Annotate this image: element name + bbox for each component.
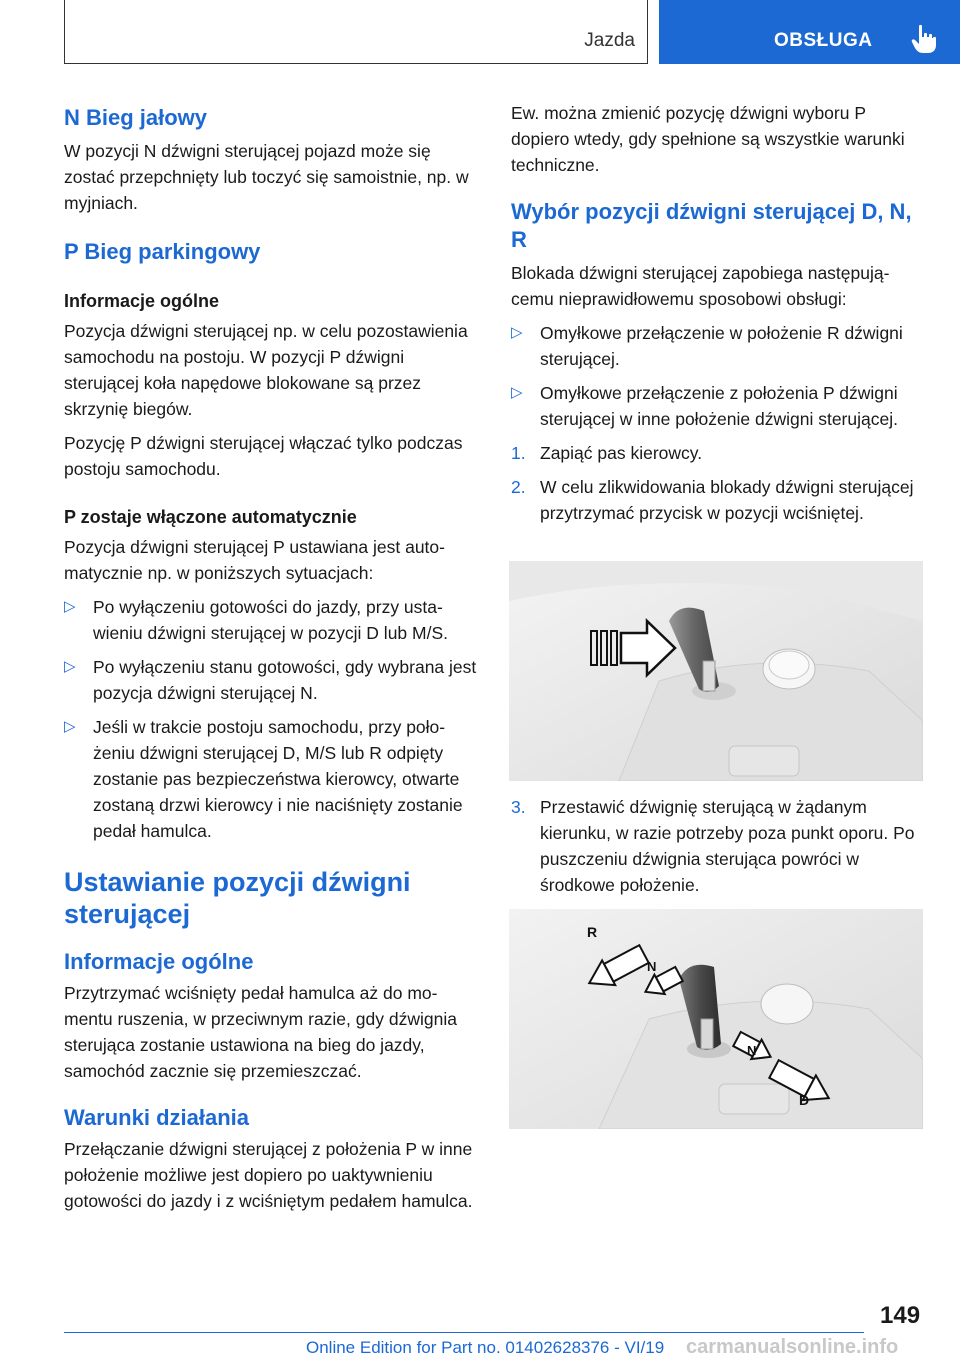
paragraph-info-1: Pozycja dźwigni sterującej np. w celu pozostawienia samochodu na postoju. W pozycji P dźwigni sterującej koła napędowe blokowane są przez skrzynię biegów. [64,321,468,419]
triangle-bullet-icon: ▷ [64,718,76,735]
paragraph-n: W pozycji N dźwigni sterującej pojazd może się zostać przepchnięty lub toczyć się samoistnie, np. w myjniach. [64,141,469,213]
list-item: ▷ Po wyłączeniu gotowości do jazdy, przy ustawieniu dźwigni sterującej w pozycji D lub M/S. [64,594,478,646]
gear-lever-button-illustration [509,561,923,781]
triangle-bullet-icon: ▷ [64,598,76,615]
paragraph-info-2: Pozycję P dźwigni sterującej włączać tylko podczas postoju samochodu. [64,433,463,479]
gear-lever-directions-image [509,909,923,1129]
page-number: 149 [880,1302,921,1329]
step-item: 2. W celu zlikwidowania blokady dźwigni sterującej przytrzymać przycisk w pozycji wciśniętej. [511,477,914,523]
list-item: ▷ Po wyłączeniu stanu gotowości, gdy wybrana jest pozycja dźwigni sterującej N. [64,654,478,706]
paragraph-right-top: Ew. można zmienić pozycję dźwigni wyboru P dopiero wtedy, gdy spełnione są wszystkie warunki techniczne. [511,103,905,175]
n-label-lower: N [747,1043,757,1058]
heading-set-position: Ustawianie pozycji dźwigni sterującej [64,867,411,929]
section-title: Jazda [584,30,635,51]
paragraph-auto: Pozycja dźwigni sterującej P ustawiana jest automatycznie np. w poniższych sytuacjach: [64,537,445,583]
list-item: ▷ Omyłkowe przełączenie z położenia P dźwigni sterującej w inne położenie dźwigni sterującej. [511,380,926,432]
heading-general-info: Informacje ogólne [64,291,220,311]
heading-conditions: Warunki działania [64,1105,250,1130]
d-label: D [799,1092,810,1108]
heading-p-park: P Bieg parkingowy [64,239,261,264]
paragraph-conditions: Przełączanie dźwigni sterującej z położenia P w inne położenie możliwe jest dopiero po uaktywnieniu gotowości do jazdy i z wciśniętym pedałem hamulca. [64,1139,473,1211]
list-item: ▷ Jeśli w trakcie postoju samochodu, przy położeniu dźwigni sterującej D, M/S lub R odpięty zostanie pas bezpieczeństwa kierowcy, otwarte zostaną drzwi kierowcy i nie naciśnięty zostanie pedał hamulca. [64,714,478,844]
list-item: ▷ Omyłkowe przełączenie w położenie R dźwigni sterującej. [511,320,926,372]
section-tab-label: OBSŁUGA [774,30,873,51]
auto-list [64,594,478,844]
gear-lever-directions-illustration [509,909,923,1129]
edition-text: Online Edition for Part no. 01402628376 - VI/19 [306,1338,665,1357]
watermark: carmanualsonline.info [686,1336,899,1358]
triangle-bullet-icon: ▷ [511,384,523,401]
step-item: 1. Zapiąć pas kierowcy. [511,443,703,463]
triangle-bullet-icon: ▷ [511,324,523,341]
step-3-block [511,794,926,898]
gear-lever-button-image [509,561,923,781]
section-tab[interactable] [659,0,960,64]
paragraph-set-info: Przytrzymać wciśnięty pedał hamulca aż do momentu ruszenia, w przeciwnym razie, gdy dźwignia sterująca zostanie ustawiona na bieg do jazdy, samochód zacznie się przemieszczać. [64,983,457,1081]
n-label-upper: N [647,959,657,974]
hand-pointer-icon [911,24,937,54]
r-label: R [587,924,598,940]
heading-n-neutral: N Bieg jałowy [64,105,208,130]
triangle-bullet-icon: ▷ [64,658,76,675]
heading-set-info: Informacje ogólne [64,949,254,974]
left-column [64,100,478,1214]
select-list [511,320,926,526]
step-item: 3. Przestawić dźwignię sterującą w żądanym kierunku, w razie potrzeby poza punkt oporu. Po puszczeniu dźwignia sterująca powróci w środkowe położenie. [511,797,915,895]
heading-auto-p: P zostaje włączone automatycznie [64,507,357,527]
paragraph-select: Blokada dźwigni sterującej zapobiega następującemu nieprawidłowemu sposobowi obsługi: [511,263,890,309]
footer-divider [64,1332,864,1333]
heading-select-dnr: Wybór pozycji dźwigni sterującej D, N, R [511,199,912,252]
right-column [511,100,926,526]
header-box [64,0,648,64]
